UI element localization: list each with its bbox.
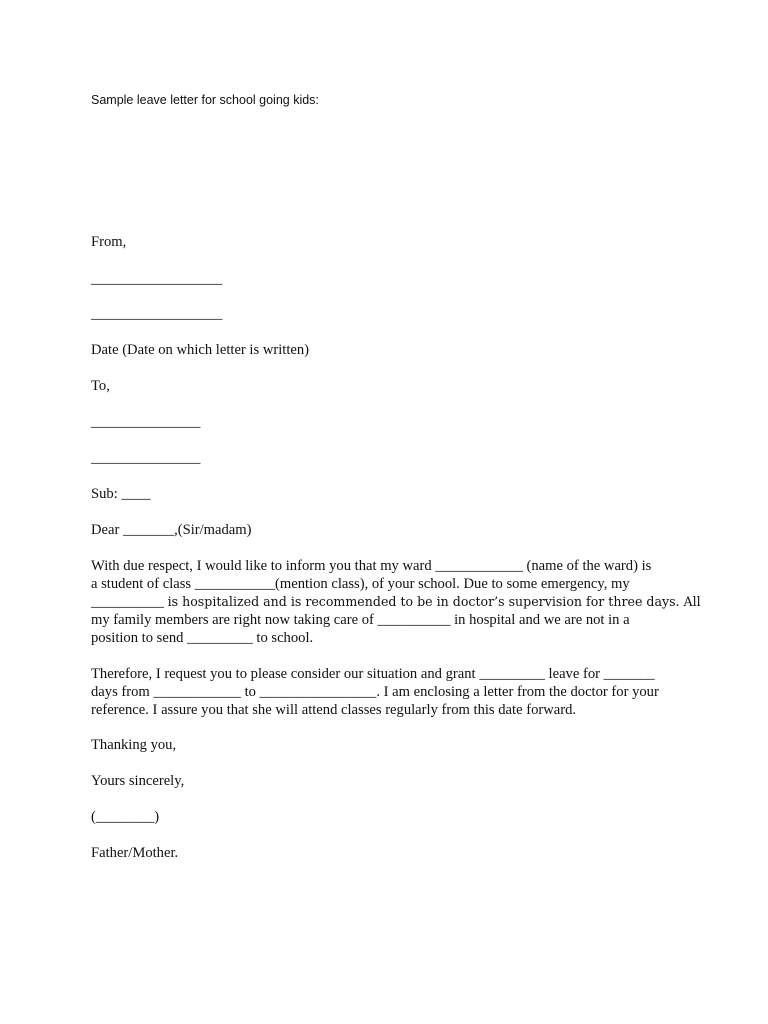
paragraph-1-line-5: position to send _________ to school. (91, 630, 314, 646)
from-blank-2: __________________ (91, 306, 223, 322)
date-line: Date (Date on which letter is written) (91, 342, 310, 358)
subject-line: Sub: ____ (91, 486, 151, 502)
from-label: From, (91, 234, 127, 250)
paragraph-1-line-3 (91, 593, 701, 611)
paragraph-1-line-4: my family members are right now taking care of __________ in hospital and we are not in a (91, 612, 630, 628)
closing-line: Yours sincerely, (91, 773, 185, 789)
thanking-line: Thanking you, (91, 737, 177, 753)
salutation: Dear _______,(Sir/madam) (91, 522, 252, 538)
paragraph-1-line-3-blank: __________ (91, 594, 168, 610)
paragraph-1-line-1: With due respect, I would like to inform you that my ward ____________ (name of the ward) is (91, 558, 652, 574)
paragraph-2-line-2: days from ____________ to ________________. I am enclosing a letter from the doctor for your (91, 684, 659, 700)
paragraph-2-line-1: Therefore, I request you to please consider our situation and grant _________ leave for _______ (91, 666, 655, 682)
body-paragraph-1 (91, 557, 701, 647)
body-paragraph-2 (91, 665, 686, 719)
paragraph-1-line-2: a student of class ___________(mention class), of your school. Due to some emergency, my (91, 576, 630, 592)
to-label: To, (91, 378, 110, 394)
from-blank-1: __________________ (91, 271, 223, 287)
to-blank-2: _______________ (91, 450, 201, 466)
signature-blank: (________) (91, 809, 160, 825)
signatory-line: Father/Mother. (91, 845, 179, 861)
document-heading: Sample leave letter for school going kids: (91, 93, 319, 107)
to-blank-1: _______________ (91, 414, 201, 430)
paragraph-1-line-3-text: is hospitalized and is recommended to be in doctor’s supervision for three days. All (167, 594, 701, 609)
paragraph-2-line-3: reference. I assure you that she will attend classes regularly from this date forward. (91, 702, 577, 718)
